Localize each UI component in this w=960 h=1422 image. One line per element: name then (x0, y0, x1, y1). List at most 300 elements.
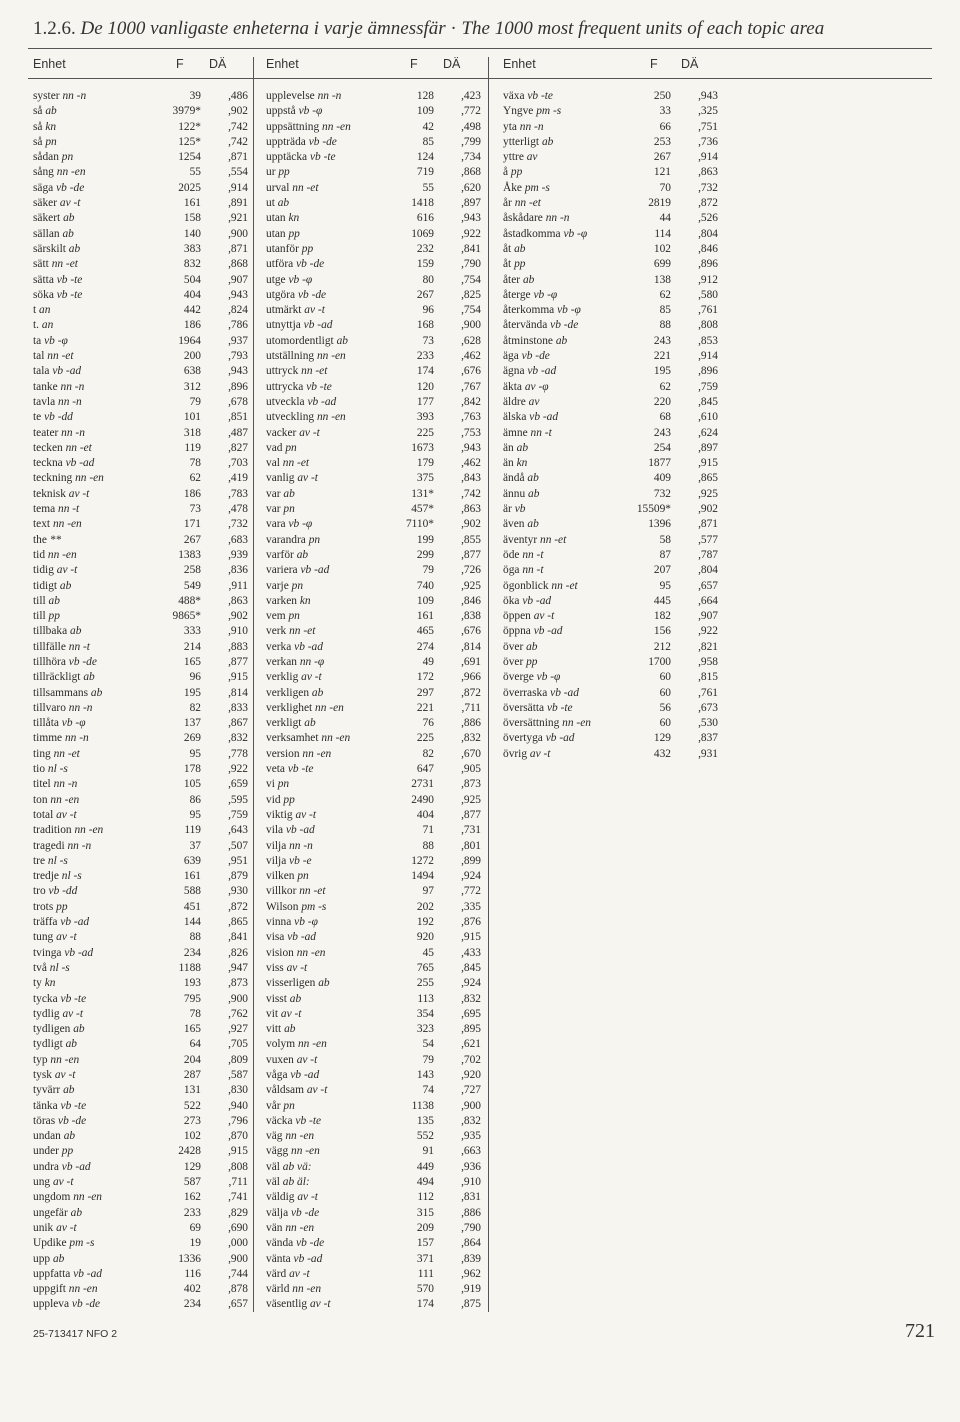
lemma: även (503, 518, 525, 531)
frequency-cell: 179 (416, 457, 434, 470)
dispersion-cell: ,914 (228, 181, 248, 194)
dispersion-cell: ,912 (698, 273, 718, 286)
part-of-speech: pn (297, 870, 309, 883)
part-of-speech: vb -ad (293, 1252, 323, 1265)
unit-cell (266, 89, 341, 104)
frequency-cell: 109 (416, 105, 434, 118)
frequency-cell: 122* (178, 120, 201, 133)
part-of-speech: ab (555, 334, 568, 347)
dispersion-cell: ,875 (461, 1298, 481, 1311)
table-row (266, 670, 481, 685)
frequency-cell: 297 (416, 686, 434, 699)
part-of-speech: ab (83, 671, 95, 684)
dispersion-cell: ,577 (698, 533, 718, 546)
part-of-speech: ab vä: (282, 1160, 312, 1173)
dispersion-cell: ,821 (698, 640, 718, 653)
table-row (266, 318, 481, 333)
part-of-speech: vb -de (308, 135, 337, 148)
part-of-speech: nn -et (51, 258, 78, 271)
dispersion-cell: ,808 (228, 1160, 248, 1173)
part-of-speech: pn (61, 151, 74, 164)
dispersion-cell: ,838 (461, 610, 481, 623)
table-row (266, 1007, 481, 1022)
lemma: söka (33, 288, 54, 301)
table-row (266, 869, 481, 884)
part-of-speech: nn -en (74, 824, 104, 837)
part-of-speech: ab (70, 625, 82, 638)
frequency-cell: 254 (653, 441, 671, 454)
dispersion-cell: ,836 (228, 564, 248, 577)
frequency-cell: 101 (183, 411, 201, 424)
unit-cell (33, 961, 70, 976)
frequency-cell: 171 (183, 518, 201, 531)
unit-cell (33, 1114, 86, 1129)
lemma: vad (266, 441, 283, 454)
dispersion-cell: ,595 (228, 793, 248, 806)
table-row (503, 609, 718, 624)
table-row (33, 441, 248, 456)
part-of-speech: ab (70, 1206, 83, 1219)
frequency-cell: 95 (189, 747, 201, 760)
table-row (33, 1129, 248, 1144)
lemma: tillvaro (33, 701, 66, 714)
unit-cell (503, 670, 560, 685)
part-of-speech: pm -s (536, 105, 562, 118)
unit-cell (266, 594, 311, 609)
unit-cell (266, 884, 326, 899)
part-of-speech: nn -et (282, 457, 310, 470)
unit-cell (503, 624, 563, 639)
dispersion-cell: ,804 (698, 564, 718, 577)
table-row (266, 120, 481, 135)
table-row (33, 181, 248, 196)
unit-cell (33, 869, 82, 884)
table-row (33, 517, 248, 532)
frequency-cell: 9865* (172, 610, 201, 623)
frequency-cell: 109 (416, 594, 434, 607)
part-of-speech: nn -en (47, 548, 77, 561)
part-of-speech: vb -te (287, 763, 314, 776)
table-row (503, 334, 718, 349)
unit-cell (33, 242, 80, 257)
lemma: teckna (33, 457, 63, 470)
dispersion-cell: ,742 (228, 120, 248, 133)
table-row (503, 196, 718, 211)
frequency-cell: 56 (659, 701, 671, 714)
part-of-speech: av -t (306, 1084, 328, 1097)
dispersion-cell: ,930 (228, 885, 248, 898)
unit-cell (33, 579, 71, 594)
part-of-speech: nn -n (317, 90, 342, 102)
dispersion-cell: ,433 (461, 946, 481, 959)
frequency-cell: 71 (422, 824, 434, 837)
lemma: uppleva (33, 1298, 70, 1311)
frequency-cell: 354 (416, 1007, 434, 1020)
part-of-speech: ab (45, 105, 57, 118)
dispersion-cell: ,703 (228, 457, 248, 470)
dispersion-cell: ,902 (228, 105, 248, 118)
lemma: vilja (266, 854, 287, 867)
frequency-cell: 233 (183, 1206, 201, 1219)
table-row (266, 104, 481, 119)
dispersion-cell: ,871 (228, 151, 248, 164)
unit-cell (503, 533, 566, 548)
frequency-cell: 15509* (636, 503, 671, 516)
table-row (266, 716, 481, 731)
word-column-2 (266, 89, 481, 1313)
dispersion-cell: ,759 (228, 808, 248, 821)
part-of-speech: av -t (295, 808, 317, 821)
frequency-cell: 232 (416, 242, 434, 255)
part-of-speech: vb -φ (294, 916, 318, 929)
dispersion-cell: ,896 (698, 365, 718, 378)
frequency-cell: 1964 (178, 334, 201, 347)
unit-cell (266, 854, 312, 869)
lemma: särskilt (33, 242, 66, 255)
part-of-speech: nn -en (322, 120, 351, 133)
frequency-cell: 404 (183, 288, 201, 301)
lemma: äldre (503, 395, 526, 408)
dispersion-cell: ,920 (461, 1069, 481, 1081)
unit-cell (33, 1083, 74, 1098)
part-of-speech: vb -ad (529, 411, 559, 424)
unit-cell (503, 502, 525, 517)
frequency-cell: 157 (416, 1237, 434, 1250)
lemma: tal (33, 350, 45, 363)
part-of-speech: vb -de (58, 1114, 87, 1127)
frequency-cell: 269 (183, 732, 201, 745)
table-row (266, 1297, 481, 1312)
table-row (503, 701, 718, 716)
col2-f-header: F (410, 57, 418, 71)
table-row (33, 777, 248, 792)
dispersion-cell: ,462 (461, 457, 481, 470)
unit-cell (266, 150, 336, 165)
col3-unit-header: Enhet (503, 57, 536, 71)
unit-cell (266, 1282, 321, 1297)
table-row (266, 1267, 481, 1282)
unit-cell (33, 181, 84, 196)
table-row (503, 426, 718, 441)
part-of-speech: ab (59, 579, 72, 592)
lemma: upp (33, 1252, 51, 1265)
lemma: undan (33, 1130, 61, 1143)
lemma: översätta (503, 701, 545, 714)
part-of-speech: nl -s (49, 961, 70, 974)
part-of-speech: nn -n (545, 212, 570, 225)
part-of-speech: nn -et (551, 579, 578, 592)
unit-cell (33, 563, 77, 578)
table-row (266, 181, 481, 196)
part-of-speech: nn -en (315, 701, 344, 714)
lemma: tre (33, 854, 46, 867)
lemma: träffa (33, 916, 58, 929)
part-of-speech: kn (516, 457, 528, 470)
lemma: än (503, 441, 514, 454)
table-row (503, 533, 718, 548)
unit-cell (503, 655, 538, 670)
lemma: ytterligt (503, 135, 540, 148)
frequency-cell: 97 (422, 885, 434, 898)
unit-cell (266, 731, 350, 746)
table-row (503, 655, 718, 670)
lemma: ungefär (33, 1206, 68, 1219)
table-row (503, 211, 718, 226)
lemma: urval (266, 181, 290, 194)
lemma: tradition (33, 824, 72, 837)
lemma: väcka (266, 1114, 293, 1127)
dispersion-cell: ,000 (228, 1237, 248, 1250)
unit-cell (33, 747, 80, 762)
unit-cell (33, 120, 56, 135)
table-row (266, 915, 481, 930)
col3-da-header: DÄ (681, 57, 699, 71)
part-of-speech: pn (45, 135, 57, 148)
dispersion-cell: ,924 (461, 977, 481, 990)
lemma: å (503, 166, 509, 179)
table-row (266, 594, 481, 609)
table-row (266, 930, 481, 945)
unit-cell (33, 1160, 91, 1175)
dispersion-cell: ,851 (228, 411, 248, 424)
table-row (33, 89, 248, 104)
word-column-1 (33, 89, 248, 1313)
lemma: ändå (503, 472, 525, 485)
lemma: varken (266, 594, 297, 607)
frequency-cell: 174 (416, 1298, 434, 1311)
part-of-speech: vb -φ (533, 288, 558, 301)
table-row (503, 227, 718, 242)
part-of-speech: nn -t (58, 503, 80, 516)
dispersion-cell: ,897 (461, 197, 481, 210)
frequency-cell: 920 (416, 931, 434, 944)
part-of-speech: nn -en (316, 411, 346, 424)
unit-cell (503, 288, 557, 303)
lemma: verksamhet (266, 732, 319, 745)
table-row (33, 257, 248, 272)
dispersion-cell: ,498 (461, 120, 481, 133)
table-row (503, 395, 718, 410)
table-row (503, 456, 718, 471)
dispersion-cell: ,951 (228, 854, 248, 867)
frequency-cell: 220 (653, 395, 671, 408)
unit-cell (33, 670, 95, 685)
frequency-cell: 162 (183, 1191, 201, 1204)
frequency-cell: 73 (422, 334, 434, 347)
top-rule (28, 48, 932, 49)
part-of-speech: vb -de (521, 350, 550, 363)
table-row (33, 502, 248, 517)
frequency-cell: 112 (417, 1191, 434, 1204)
frequency-cell: 78 (189, 1007, 201, 1020)
dispersion-cell: ,808 (698, 319, 718, 332)
dispersion-cell: ,621 (461, 1038, 481, 1051)
dispersion-cell: ,841 (461, 242, 481, 255)
unit-cell (33, 1129, 75, 1144)
dispersion-cell: ,751 (698, 120, 718, 133)
lemma: verk (266, 625, 287, 638)
part-of-speech: ab (522, 273, 535, 286)
part-of-speech: vb -ad (527, 365, 557, 378)
frequency-cell: 243 (653, 334, 671, 347)
lemma: uppfatta (33, 1267, 71, 1280)
lemma: vår (266, 1099, 281, 1112)
table-row (266, 487, 481, 502)
lemma: utgöra (266, 288, 296, 301)
part-of-speech: vb -φ (536, 671, 561, 684)
table-row (503, 364, 718, 379)
unit-cell (266, 1099, 295, 1114)
dispersion-cell: ,814 (461, 640, 481, 653)
table-row (33, 1114, 248, 1129)
table-row (266, 1053, 481, 1068)
lemma: verklig (266, 671, 299, 684)
dispersion-cell: ,783 (228, 487, 248, 500)
unit-cell (266, 747, 331, 762)
table-row (266, 640, 481, 655)
table-row (33, 579, 248, 594)
table-row (266, 854, 481, 869)
table-row (33, 1221, 248, 1236)
table-row (266, 410, 481, 425)
part-of-speech: av -φ (524, 380, 549, 393)
dispersion-cell: ,947 (228, 961, 248, 974)
dispersion-cell: ,478 (228, 503, 248, 516)
unit-cell (503, 563, 544, 578)
unit-cell (266, 961, 307, 976)
part-of-speech: ab (527, 518, 539, 531)
dispersion-cell: ,924 (461, 870, 481, 883)
unit-cell (266, 976, 330, 991)
part-of-speech: nn -en (562, 717, 591, 730)
frequency-cell: 1138 (411, 1099, 434, 1112)
part-of-speech: ab (65, 1038, 77, 1051)
part-of-speech: ab (277, 197, 290, 210)
table-row (266, 747, 481, 762)
unit-cell (33, 1068, 75, 1083)
frequency-cell: 445 (653, 594, 671, 607)
lemma: öga (503, 564, 520, 577)
part-of-speech: kn (288, 212, 300, 225)
dispersion-cell: ,900 (228, 227, 248, 240)
table-row (503, 747, 718, 762)
table-row (503, 318, 718, 333)
lemma: så (33, 105, 43, 118)
dispersion-cell: ,922 (698, 625, 718, 638)
part-of-speech: pn (277, 778, 290, 791)
frequency-cell: 58 (659, 533, 671, 546)
part-of-speech: nl -s (47, 763, 68, 776)
lemma: över (503, 655, 524, 668)
table-row (33, 1083, 248, 1098)
frequency-cell: 204 (183, 1053, 201, 1066)
table-row (33, 1190, 248, 1205)
table-row (503, 410, 718, 425)
dispersion-cell: ,690 (228, 1221, 248, 1234)
table-row (266, 288, 481, 303)
frequency-cell: 102 (653, 242, 671, 255)
unit-cell (266, 808, 316, 823)
dispersion-cell: ,910 (228, 625, 248, 638)
lemma: tillbaka (33, 625, 68, 638)
part-of-speech: ab (318, 977, 330, 990)
frequency-cell: 66 (659, 120, 671, 133)
frequency-cell: 79 (189, 395, 201, 408)
unit-cell (266, 135, 337, 150)
unit-cell (503, 196, 541, 211)
part-of-speech: vb -te (306, 380, 332, 393)
unit-cell (33, 364, 81, 379)
frequency-cell: 96 (422, 304, 434, 317)
unit-cell (33, 1282, 98, 1297)
word-column-3 (503, 89, 718, 762)
frequency-cell: 465 (416, 625, 434, 638)
unit-cell (503, 609, 554, 624)
lemma: varje (266, 579, 289, 592)
table-row (33, 624, 248, 639)
unit-cell (33, 884, 77, 899)
frequency-cell: 85 (422, 135, 434, 148)
unit-cell (266, 1267, 310, 1282)
part-of-speech: nn -n (58, 395, 82, 408)
part-of-speech: nn -en (50, 793, 80, 806)
lemma: vacker (266, 426, 297, 439)
frequency-cell: 88 (422, 839, 434, 852)
part-of-speech: vb -φ (298, 105, 323, 118)
frequency-cell: 37 (189, 839, 201, 852)
lemma: utan (266, 227, 286, 240)
unit-cell (266, 1022, 295, 1037)
frequency-cell: 393 (416, 411, 434, 424)
lemma: vit (266, 1007, 279, 1020)
unit-cell (33, 915, 89, 930)
unit-cell (503, 426, 552, 441)
unit-cell (33, 1236, 94, 1251)
lemma: vanlig (266, 472, 295, 485)
lemma: tidigt (33, 579, 58, 592)
frequency-cell: 195 (183, 686, 201, 699)
unit-cell (503, 242, 525, 257)
table-row (503, 731, 718, 746)
part-of-speech: ab (336, 334, 348, 347)
frequency-cell: 85 (659, 304, 671, 317)
table-row (266, 976, 481, 991)
part-of-speech: nn -n (64, 732, 89, 745)
frequency-cell: 588 (183, 885, 201, 898)
unit-cell (33, 211, 74, 226)
part-of-speech: ab (283, 487, 295, 500)
frequency-cell: 1188 (178, 961, 201, 974)
lemma: vid (266, 793, 281, 806)
unit-cell (33, 257, 78, 272)
frequency-cell: 587 (183, 1176, 201, 1189)
dispersion-cell: ,863 (228, 594, 248, 607)
part-of-speech: nn -et (540, 533, 567, 546)
unit-cell (266, 1068, 319, 1083)
table-row (266, 349, 481, 364)
frequency-cell: 39 (189, 90, 201, 102)
part-of-speech: nn -n (60, 380, 85, 393)
unit-cell (33, 930, 77, 945)
part-of-speech: nn -et (47, 350, 74, 363)
table-row (266, 777, 481, 792)
dispersion-cell: ,895 (461, 1023, 481, 1036)
dispersion-cell: ,754 (461, 273, 481, 286)
part-of-speech: pn (283, 503, 295, 516)
unit-cell (33, 334, 68, 349)
part-of-speech: nn -en (321, 732, 351, 745)
unit-cell (266, 288, 326, 303)
